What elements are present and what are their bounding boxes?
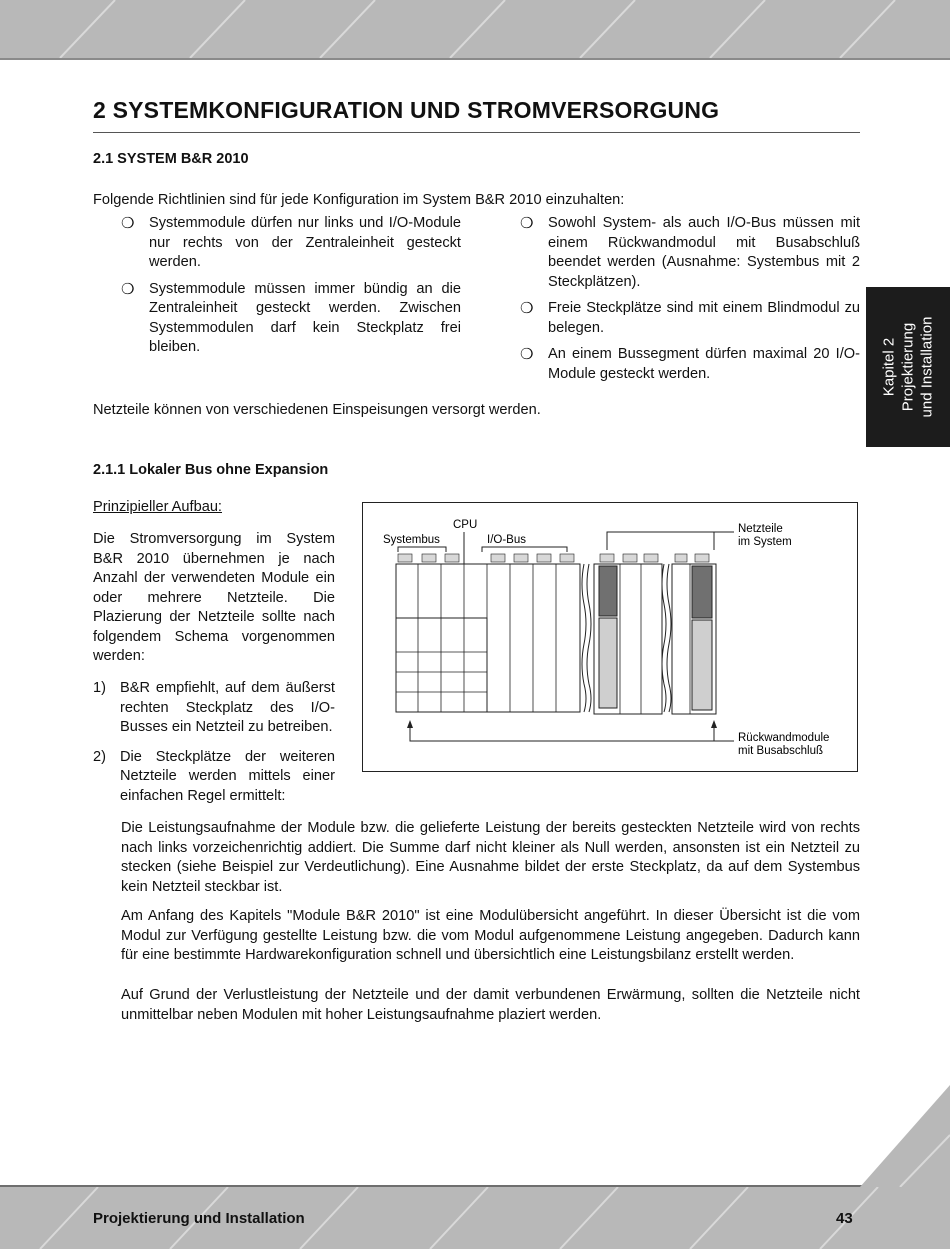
left-paragraph: Die Stromversorgung im System B&R 2010 übernehmen je nach Anzahl der verwendeten Module ein oder mehrere Netzteile. Die Plazierung der Netzteile sollte nach folgendem Schema vorgenommen werden: bbox=[93, 531, 335, 664]
chapter-tab-line-3: und Installation bbox=[918, 316, 936, 418]
label-netzteile-1: Netzteile bbox=[738, 523, 783, 535]
list-item: ❍ Sowohl System- als auch I/O-Bus müssen mit einem Rückwandmodul mit Busabschluß beendet werden (Ausnahme: Systembus mit 2 Steckplätzen). bbox=[520, 215, 860, 290]
body-paragraph: Die Leistungsaufnahme der Module bzw. die gelieferte Leistung der bereits gesteckten Netzteile wird von rechts nach links vorzeichenrichtig addiert. Die Summe darf nicht kleiner als Null werden, ansonsten ist ein Netzteil zu stecken (siehe Beispiel zur Verdeutlichung). Eine Ausnahme bildet der erste Steckplatz, da auf dem Systembus kein Netzteil steckbar ist. bbox=[121, 820, 860, 895]
section-heading: 2.1 SYSTEM B&R 2010 bbox=[93, 151, 249, 167]
netzteile-note: Netzteile können von verschiedenen Einspeisungen versorgt werden. bbox=[93, 402, 541, 418]
bullet-circle-icon: ❍ bbox=[520, 300, 534, 317]
page-number: 43 bbox=[836, 1210, 853, 1227]
body-paragraph: Auf Grund der Verlustleistung der Netzteile und der damit verbundenen Erwärmung, sollten die Netzteile nicht unmittelbar neben Modulen mit hoher Leistungsaufnahme plaziert werden. bbox=[121, 987, 860, 1023]
label-rueck-1: Rückwandmodule bbox=[738, 732, 830, 744]
intro-text: Folgende Richtlinien sind für jede Konfiguration im System B&R 2010 einzuhalten: bbox=[93, 192, 625, 208]
page-corner bbox=[860, 1085, 950, 1187]
bullet-circle-icon: ❍ bbox=[121, 280, 135, 298]
subsection-heading: 2.1.1 Lokaler Bus ohne Expansion bbox=[93, 462, 329, 478]
rack-diagram bbox=[362, 502, 858, 772]
label-cpu: CPU bbox=[453, 519, 478, 531]
rack-group-1 bbox=[396, 554, 580, 712]
rack-group-2 bbox=[594, 554, 662, 714]
header-pattern bbox=[0, 0, 950, 58]
bullet-circle-icon: ❍ bbox=[121, 215, 135, 232]
numbered-item: 2) Die Steckplätze der weiteren Netzteile werden mittels einer einfachen Regel ermittelt: bbox=[93, 748, 335, 804]
chapter-tab-line-2: Projektierung bbox=[899, 322, 917, 412]
list-item: ❍ An einem Bussegment dürfen maximal 20 I/O-Module gesteckt werden. bbox=[520, 346, 860, 382]
body-paragraph: Am Anfang des Kapitels "Module B&R 2010" ist eine Modulübersicht angeführt. In dieser Übersicht ist die vom Modul zur Verfügung gestellte Leistung bzw. die vom Modul aufgenommene Leistung angegeben. Dadurch kann für eine bestimmte Hardwarekonfiguration schnell und übersichtlich eine Leistungsbilanz erstellt werden. bbox=[121, 908, 860, 963]
footer-title: Projektierung und Installation bbox=[93, 1210, 305, 1227]
list-item: ❍ Systemmodule dürfen nur links und I/O-Module nur rechts von der Zentraleinheit gesteckt werden. bbox=[121, 215, 461, 270]
bullets-left bbox=[121, 214, 461, 365]
header-band bbox=[0, 0, 950, 60]
numbered-item: 1) B&R empfiehlt, auf dem äußerst rechten Steckplatz des I/O-Busses ein Netzteil zu betreiben. bbox=[93, 680, 335, 735]
chapter-tab-line-1: Kapitel 2 bbox=[880, 337, 898, 397]
numbered-list bbox=[93, 679, 335, 816]
bullet-circle-icon: ❍ bbox=[520, 346, 534, 363]
psu-module bbox=[692, 566, 712, 618]
bullets-right bbox=[520, 214, 860, 391]
bullet-circle-icon: ❍ bbox=[520, 215, 534, 232]
psu-module bbox=[599, 566, 617, 616]
rack-group-3 bbox=[672, 554, 716, 714]
underlined-label: Prinzipieller Aufbau: bbox=[93, 499, 222, 515]
list-item: ❍ Freie Steckplätze sind mit einem Blindmodul zu belegen. bbox=[520, 300, 860, 336]
label-systembus: Systembus bbox=[383, 534, 440, 546]
chapter-tab[interactable] bbox=[866, 287, 950, 447]
page-title: 2 SYSTEMKONFIGURATION UND STROMVERSORGUNG bbox=[93, 97, 860, 133]
label-netzteile-2: im System bbox=[738, 536, 792, 548]
label-iobus: I/O-Bus bbox=[487, 534, 526, 546]
list-item: ❍ Systemmodule müssen immer bündig an die Zentraleinheit gesteckt werden. Zwischen Systemmodulen darf kein Steckplatz frei bleiben. bbox=[121, 280, 461, 355]
label-rueck-2: mit Busabschluß bbox=[738, 745, 824, 757]
